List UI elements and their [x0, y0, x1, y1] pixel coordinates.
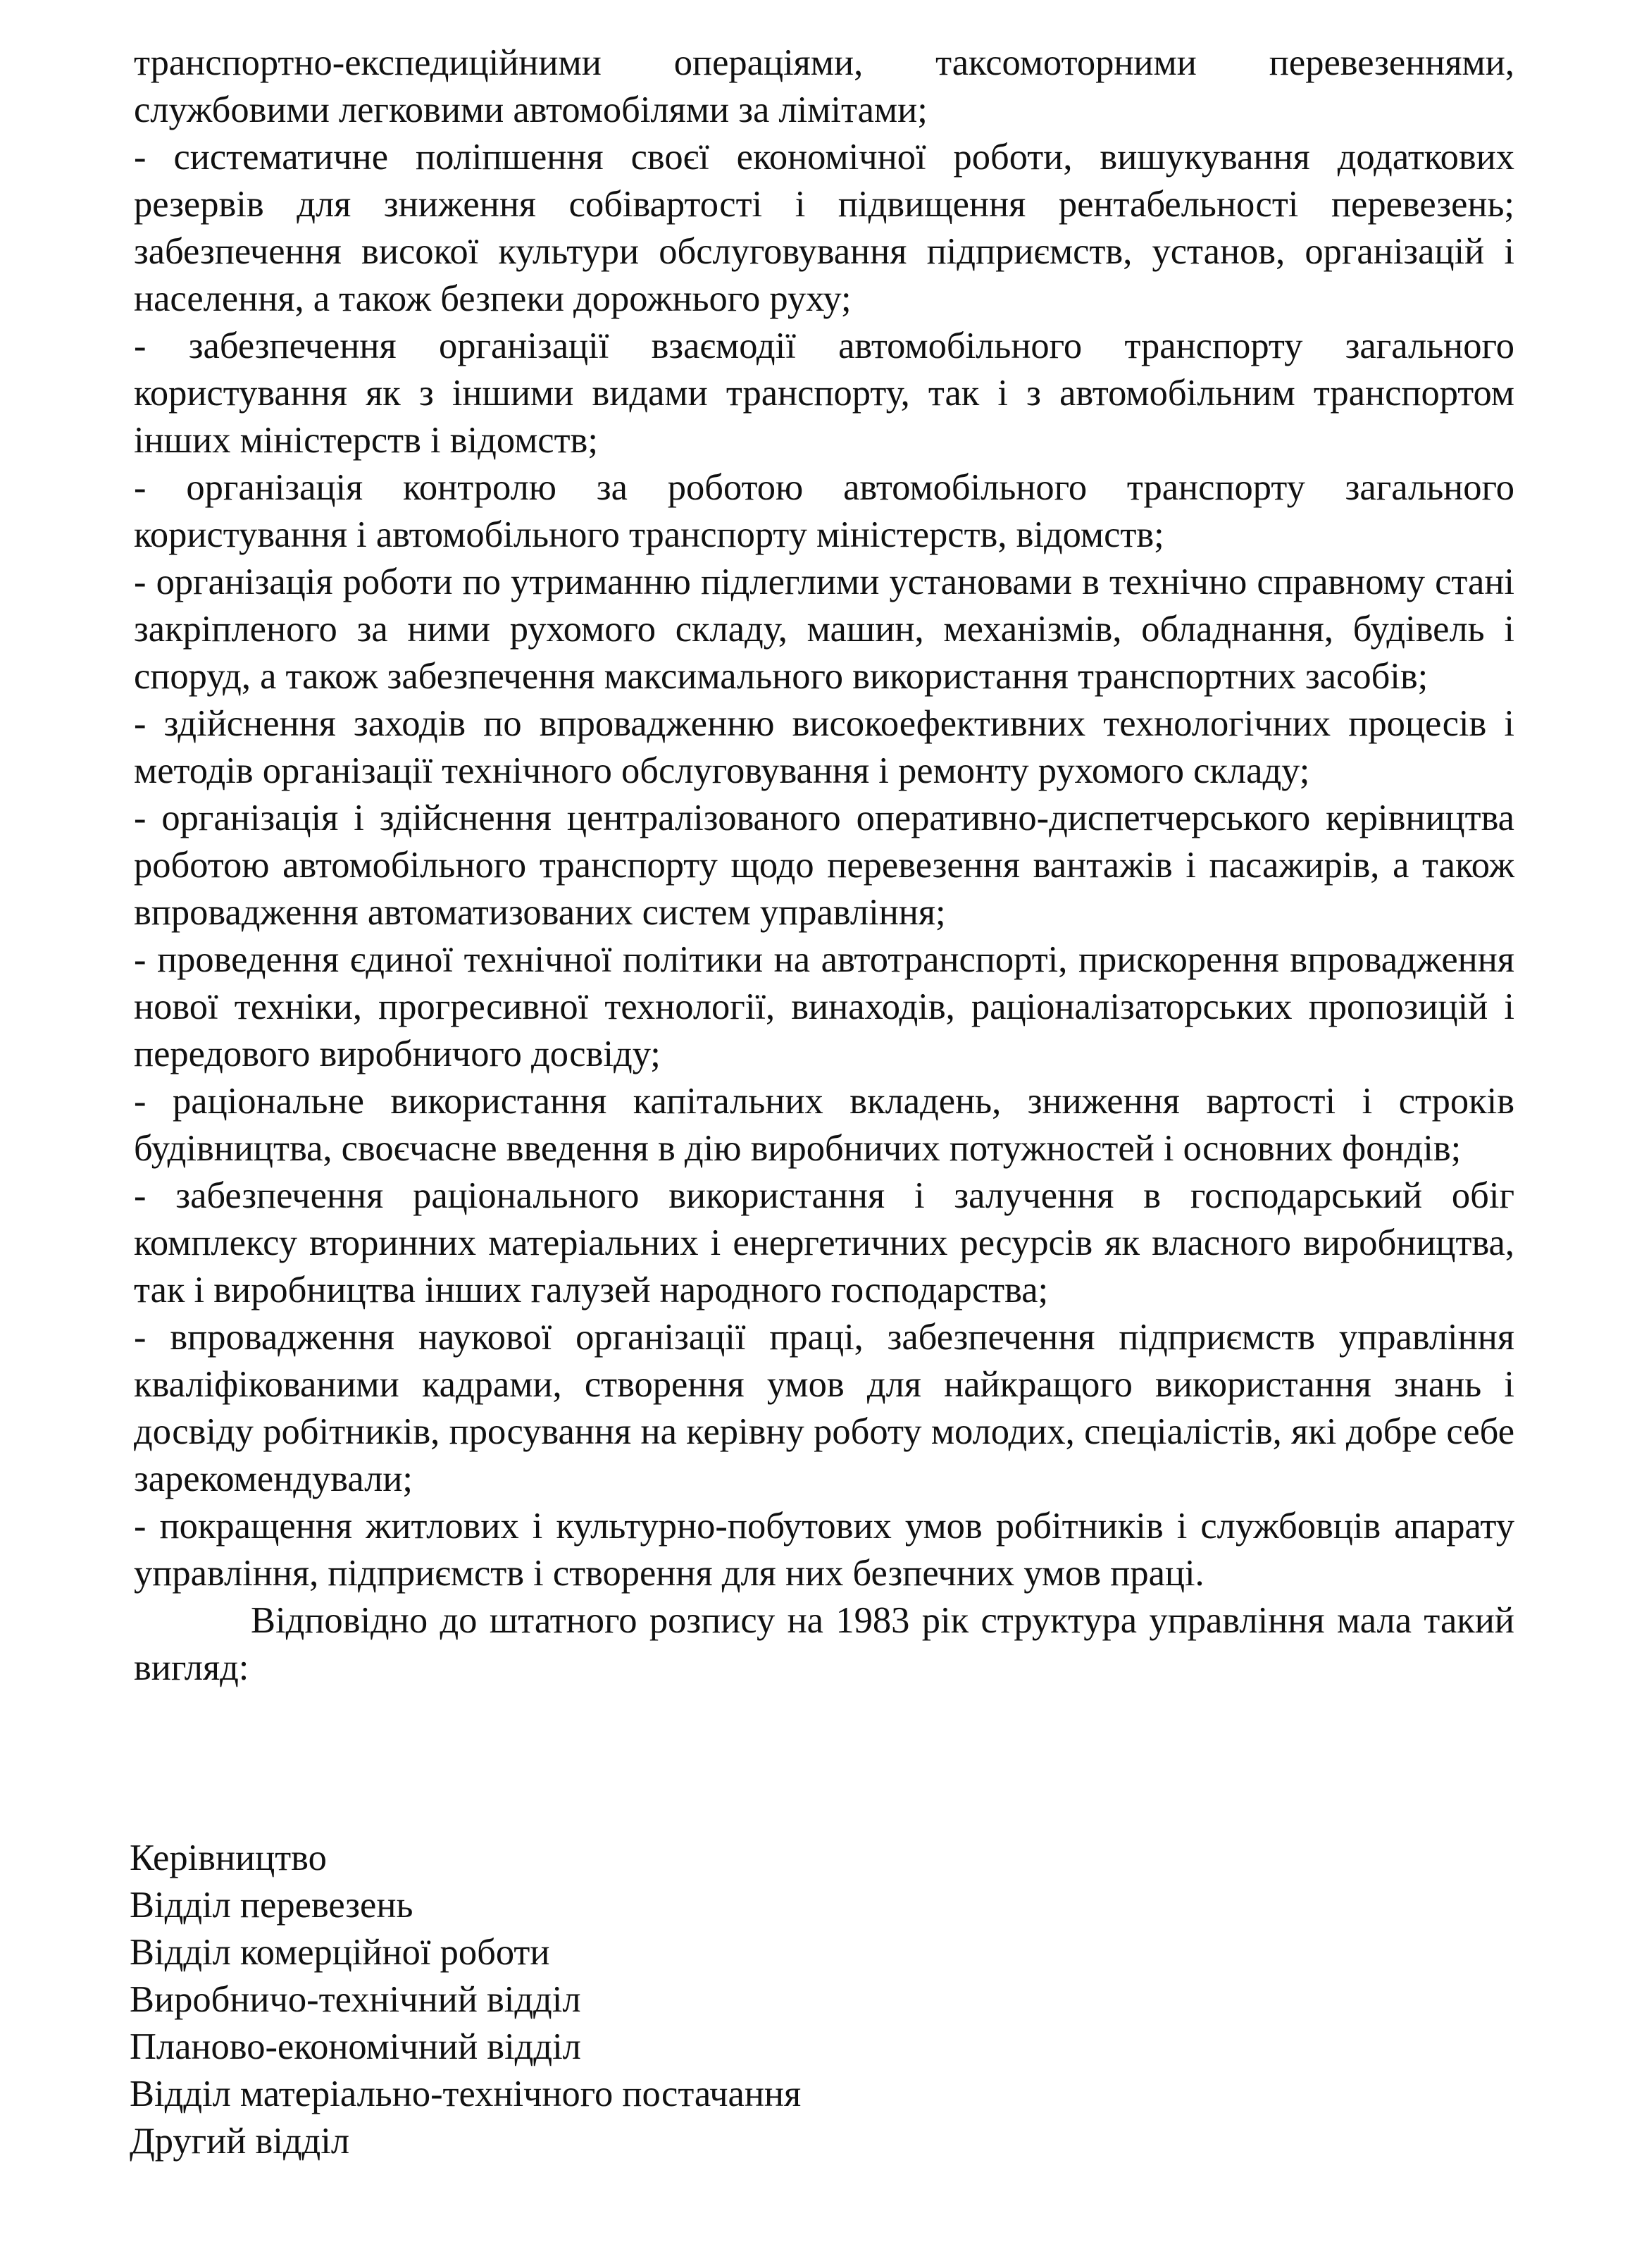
paragraph-dispatch: - організація і здійснення централізованого оперативно-диспетчерського керівництва роботою автомобільного транспорту щодо перевезення вантажів і пасажирів, а також впровадження автоматизованих систем управління;: [134, 798, 1514, 933]
list-item: Планово-економічний відділ: [130, 2026, 581, 2067]
list-item: Відділ комерційної роботи: [130, 1932, 550, 1973]
paragraph-control: - організація контролю за роботою автомобільного транспорту загального користування і автомобільного транспорту міністерств, відомств;: [134, 467, 1514, 555]
paragraph-economic-work: - систематичне поліпшення своєї економічної роботи, вишукування додаткових резервів для зниження собівартості і підвищення рентабельності перевезень; забезпечення високої культури обслуговування підприємств, установ, організацій і населення, а також безпеки дорожнього руху;: [134, 137, 1514, 319]
paragraph-maintenance: - організація роботи по утриманню підлеглими установами в технічно справному стані закріпленого за ними рухомого складу, машин, механізмів, обладнання, будівель і споруд, а також забезпечення максимального використання транспортних засобів;: [134, 562, 1514, 697]
structure-list: [130, 1835, 1510, 2165]
body-text: [134, 39, 1514, 1692]
paragraph-structure-intro: Відповідно до штатного розпису на 1983 рік структура управління мала такий вигляд:: [134, 1600, 1514, 1688]
list-item: Відділ матеріально-технічного постачання: [130, 2074, 802, 2114]
list-item: Керівництво: [130, 1838, 327, 1878]
paragraph-technical-policy: - проведення єдиної технічної політики на автотранспорті, прискорення впровадження нової техніки, прогресивної технології, винаходів, раціоналізаторських пропозицій і передового виробничого досвіду;: [134, 939, 1514, 1074]
paragraph-technologies: - здійснення заходів по впровадженню високоефективних технологічних процесів і методів організації технічного обслуговування і ремонту рухомого складу;: [134, 703, 1514, 791]
paragraph-continuation: транспортно-експедиційними операціями, таксомоторними перевезеннями, службовими легковими автомобілями за лімітами;: [134, 42, 1514, 130]
list-item: Другий відділ: [130, 2121, 350, 2162]
list-item: Виробничо-технічний відділ: [130, 1979, 581, 2020]
list-item: Відділ перевезень: [130, 1885, 413, 1926]
paragraph-capital-investment: - раціональне використання капітальних вкладень, зниження вартості і строків будівництва, своєчасне введення в дію виробничих потужностей і основних фондів;: [134, 1081, 1514, 1169]
paragraph-transport-interaction: - забезпечення організації взаємодії автомобільного транспорту загального користування як з іншими видами транспорту, так і з автомобільним транспортом інших міністерств і відомств;: [134, 326, 1514, 461]
paragraph-labor-organization: - впровадження наукової організації праці, забезпечення підприємств управління кваліфікованими кадрами, створення умов для найкращого використання знань і досвіду робітників, просування на керівну роботу молодих, спеціалістів, які добре себе зарекомендували;: [134, 1317, 1514, 1499]
paragraph-resources: - забезпечення раціонального використання і залучення в господарський обіг комплексу вторинних матеріальних і енергетичних ресурсів як власного виробництва, так і виробництва інших галузей народного господарства;: [134, 1175, 1514, 1310]
paragraph-living-conditions: - покращення житлових і культурно-побутових умов робітників і службовців апарату управління, підприємств і створення для них безпечних умов праці.: [134, 1506, 1514, 1594]
